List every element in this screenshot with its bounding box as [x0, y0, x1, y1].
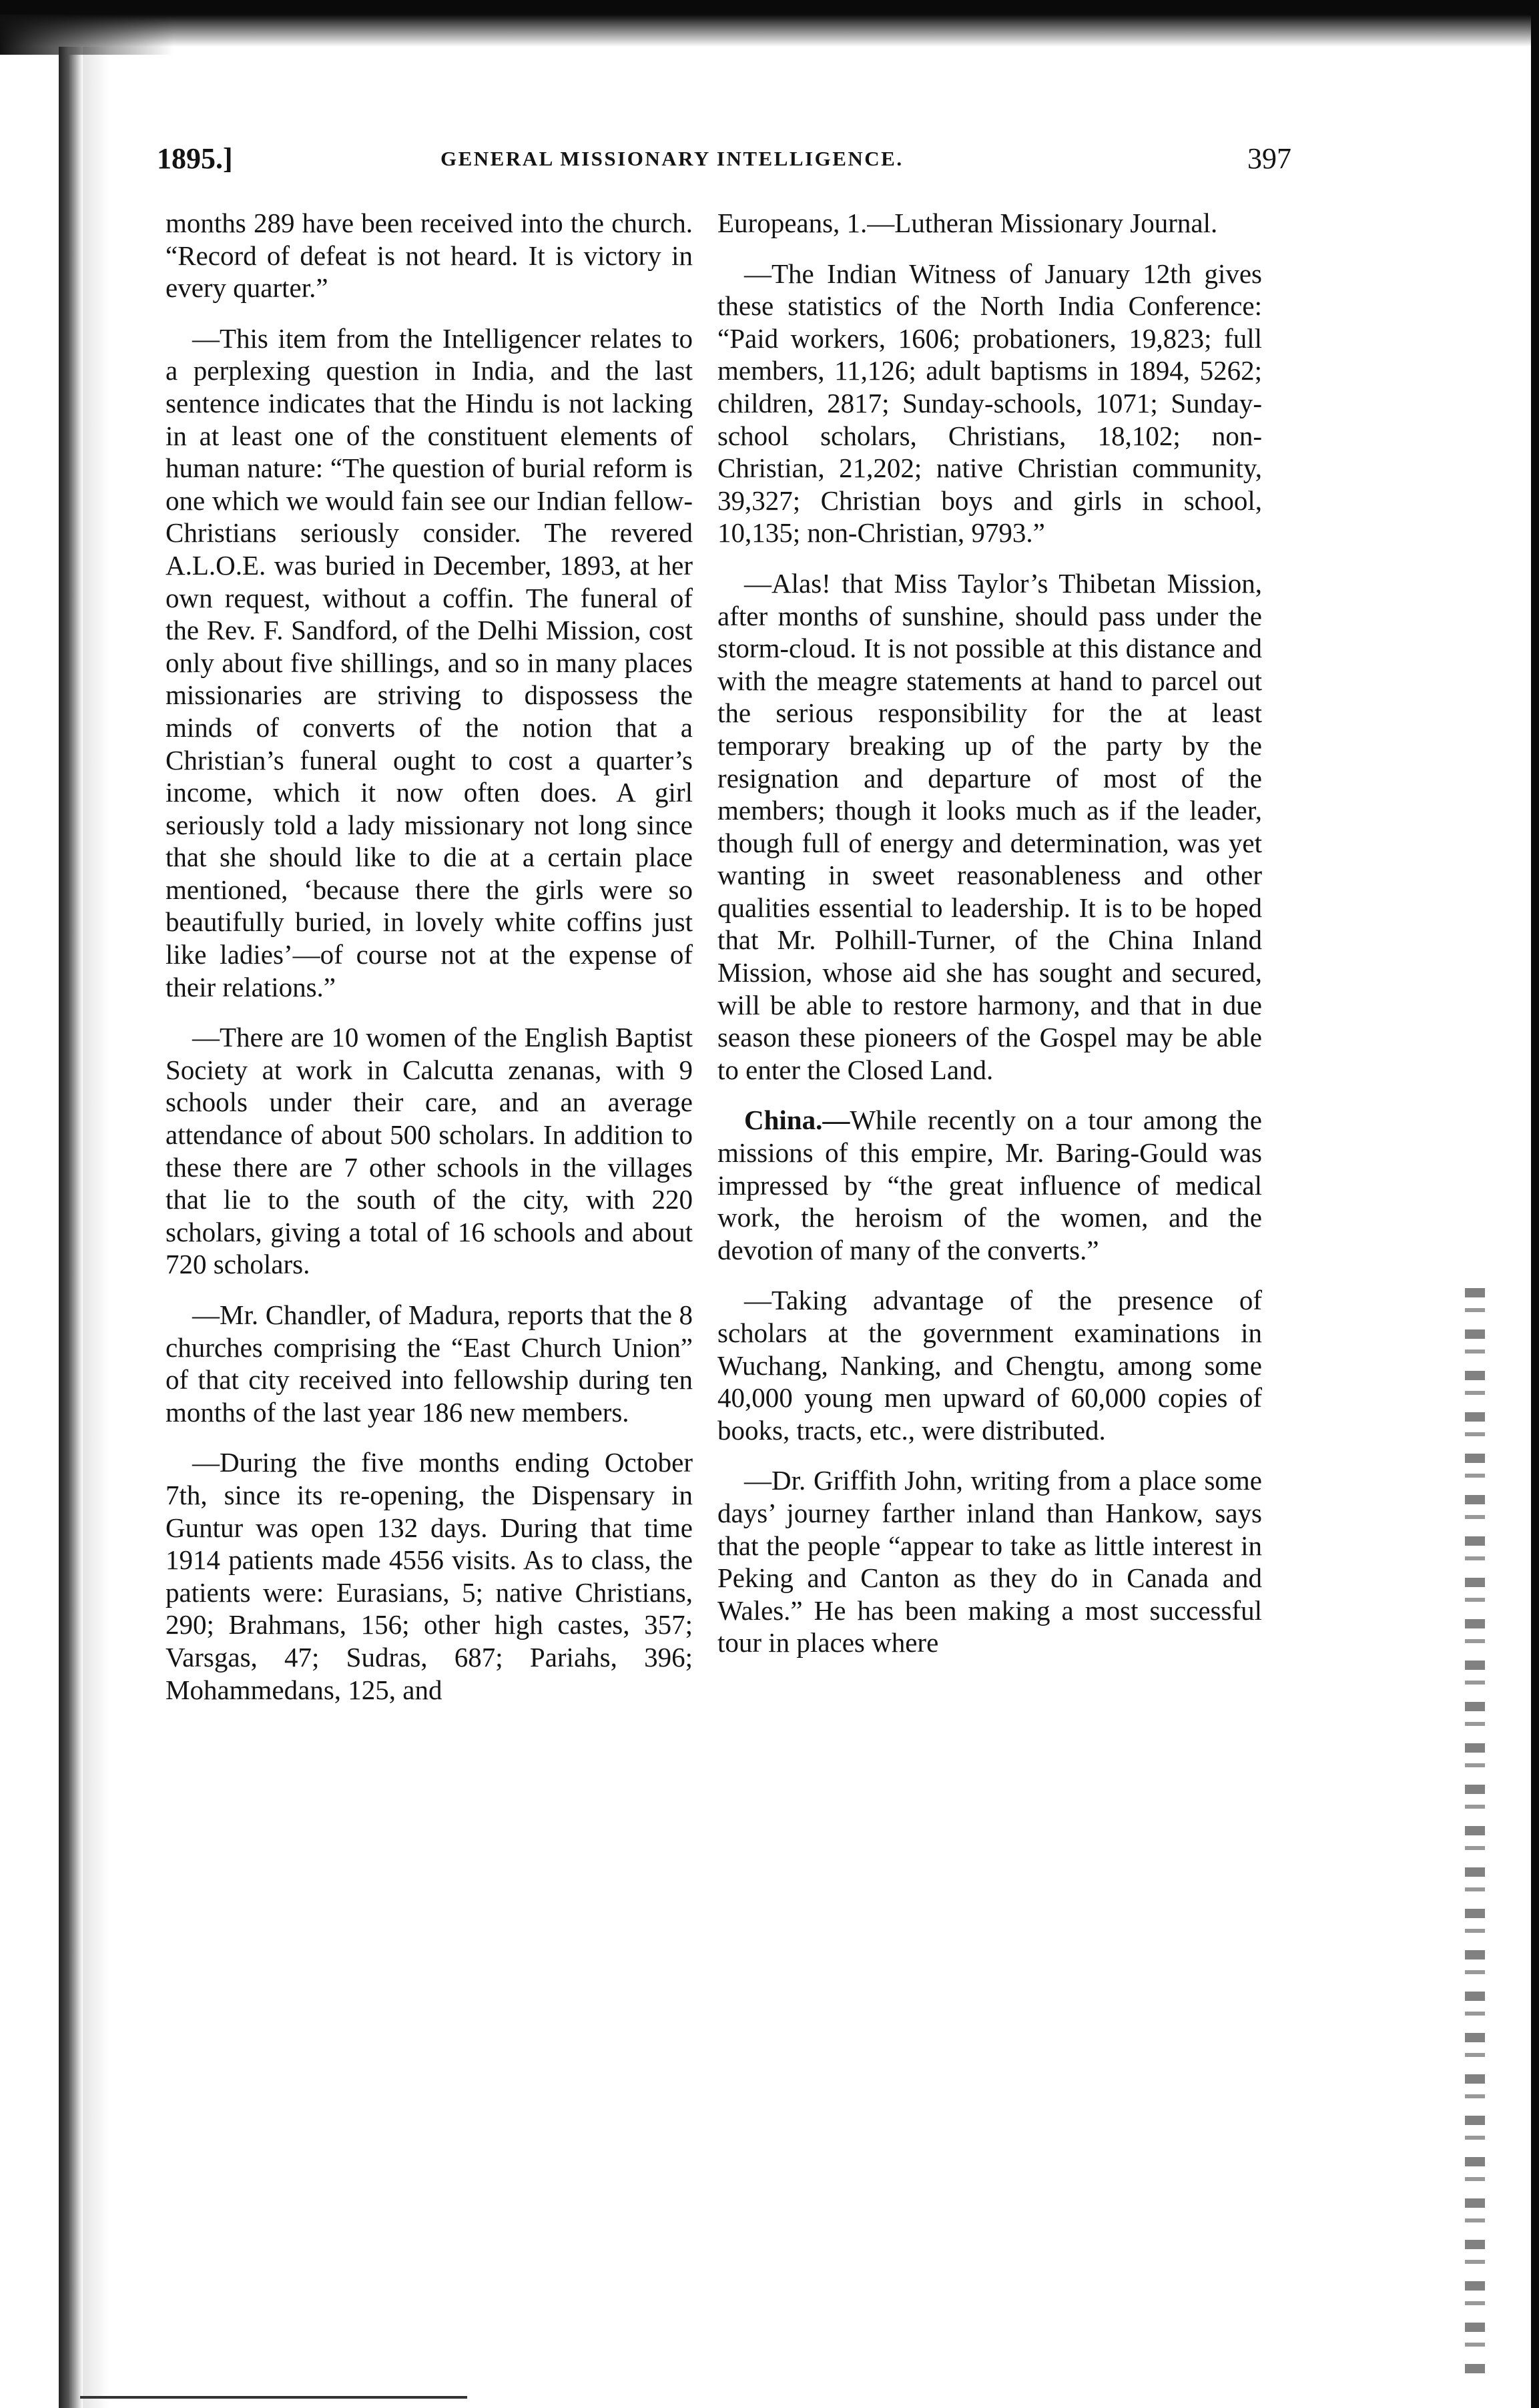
header-year: 1895.]	[157, 142, 233, 175]
paragraph-madura-churches: —Mr. Chandler, of Madura, reports that the 8 churches comprising the “East Church Union” of that city received into fellowship during ten months of the last year 186 new members.	[166, 1299, 693, 1428]
gutter-shadow	[83, 47, 109, 2408]
running-header	[157, 141, 1291, 188]
scan-margin-noise	[1465, 1288, 1485, 2383]
page-gutter	[59, 47, 83, 2408]
scan-edge-top	[0, 0, 1539, 47]
bottom-rule	[80, 2396, 467, 2399]
paragraph-thibetan-mission: —Alas! that Miss Taylor’s Thibetan Mission, after months of sunshine, should pass under the storm-cloud. It is not possible at this distance and with the meagre statements at hand to parcel out the serious responsibility for the at least temporary breaking up of the party by the resignation and departure of most of the members; though it looks much as if the leader, though full of energy and determination, was yet wanting in sweet reasonableness and other qualities essential to leadership. It is to be hoped that Mr. Polhill-Turner, of the China Inland Mission, whose aid she has sought and secured, will be able to restore harmony, and that in due season these pioneers of the Gospel may be able to enter the Closed Land.	[717, 567, 1262, 1085]
header-title: GENERAL MISSIONARY INTELLIGENCE.	[440, 147, 904, 170]
paragraph-calcutta-zenanas: —There are 10 women of the English Baptist Society at work in Calcutta zenanas, with 9 schools under their care, and an average attendance of about 500 scholars. In addition to these there are 7 other schools in the villages that lie to the south of the city, with 220 scholars, giving a total of 16 schools and about 720 scholars.	[166, 1022, 693, 1280]
right-column	[717, 207, 1262, 2383]
section-heading-china: China.—	[744, 1105, 850, 1136]
paragraph-guntur-dispensary: —During the five months ending October 7th, since its re-opening, the Dispensary in Guntur was open 132 days. During that time 1914 patients made 4556 visits. As to class, the patients were: Eurasians, 5; native Christians, 290; Brahmans, 156; other high castes, 357; Varsgas, 47; Sudras, 687; Pariahs, 396; Mohammedans, 125, and	[166, 1447, 693, 1705]
paragraph-church-record: months 289 have been received into the church. “Record of defeat is not heard. It is victory in every quarter.”	[166, 208, 693, 304]
scan-edge-right	[1531, 0, 1539, 2408]
china-tour-text: While recently on a tour among the missions of this empire, Mr. Baring-Gould was impressed by “the great influence of medical work, the heroism of the women, and the devotion of many of the converts.”	[717, 1105, 1262, 1265]
paragraph-griffith-john: —Dr. Griffith John, writing from a place some days’ journey farther inland than Hankow, says that the people “appear to take as little interest in Peking and Canton as they do in Canada and Wales.” He has been making a most successful tour in places where	[717, 1465, 1262, 1659]
paragraph-burial-reform: —This item from the Intelligencer relates to a perplexing question in India, and the last sentence indicates that the Hindu is not lacking in at least one of the constituent elements of human nature: “The question of burial reform is one which we would fain see our Indian fellow-Christians seriously consider. The revered A.L.O.E. was buried in December, 1893, at her own request, without a coffin. The funeral of the Rev. F. Sandford, of the Delhi Mission, cost only about five shillings, and so in many places missionaries are striving to dispossess the minds of converts of the notion that a Christian’s funeral ought to cost a quarter’s income, which it now often does. A girl seriously told a lady missionary not long since that she should like to die at a certain place mentioned, ‘because there the girls were so beautifully buried, in lovely white coffins just like ladies’—of course not at the expense of their relations.”	[166, 322, 693, 1002]
paragraph-indian-witness: —The Indian Witness of January 12th gives these statistics of the North India Conference: “Paid workers, 1606; probationers, 19,823; full members, 11,126; adult baptisms in 1894, 5262; children, 2817; Sunday-schools, 1071; Sunday-school scholars, Christians, 18,102; non-Christian, 21,202; native Christian community, 39,327; Christian boys and girls in school, 10,135; non-Christian, 9793.”	[717, 258, 1262, 549]
paragraph-examinations: —Taking advantage of the presence of scholars at the government examinations in Wuchang, Nanking, and Chengtu, among some 40,000 young men upward of 60,000 copies of books, tracts, etc., were distributed.	[717, 1285, 1262, 1446]
left-column	[166, 207, 693, 2383]
paragraph-china-tour	[717, 1104, 1262, 1266]
page-number: 397	[1247, 142, 1291, 175]
paragraph-europeans: Europeans, 1.—Lutheran Missionary Journal.	[717, 208, 1218, 238]
